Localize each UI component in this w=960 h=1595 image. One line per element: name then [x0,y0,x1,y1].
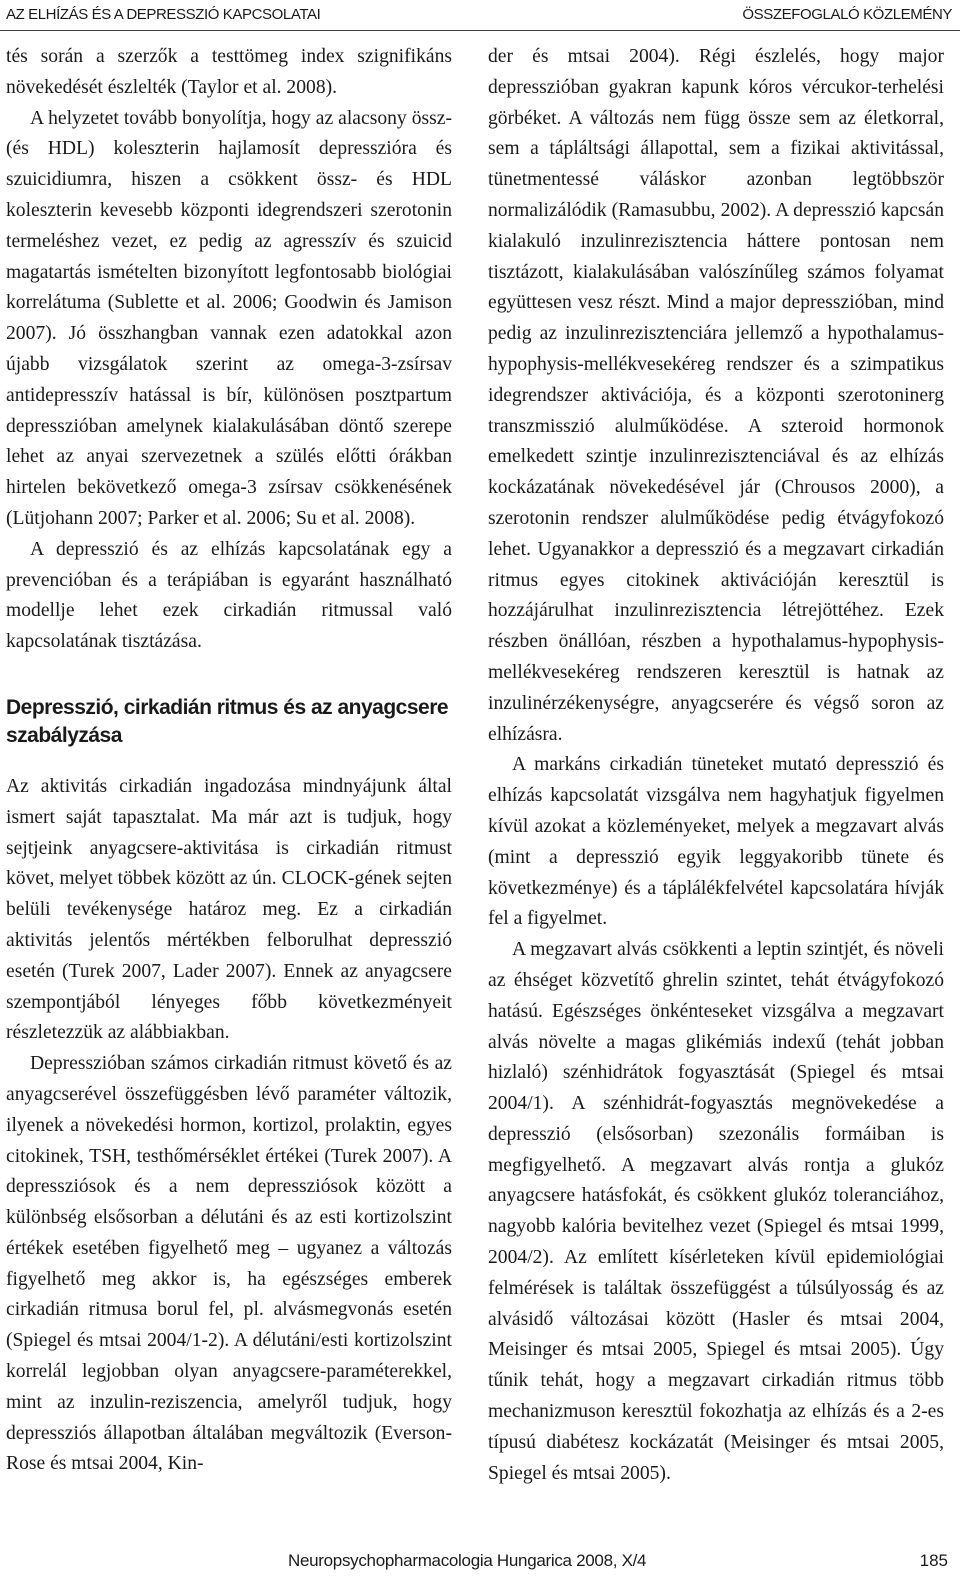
paragraph: A markáns cirkadián tüneteket mutató depresszió és elhízás kapcsolatát vizsgálva nem hagyhatjuk figyelmen kívül azokat a közleményeket, melyek a megzavart alvás (mint a depresszió egyik leggyakoribb tünete és következménye) és a táplálékfelvétel kapcsolatára hívják fel a figyelmet. [488,754,944,930]
paragraph: Az aktivitás cirkadián ingadozása mindnyájunk által ismert saját tapasztalat. Ma már azt is tudjuk, hogy sejtjeink anyagcsere-aktivitása is cirkadián ritmust követ, melyet többek között az ún. CLOCK-gének sejten belüli tevékenysége határoz meg. Ez a cirkadián aktivitás jelentős mértékben felborulhat depresszió esetén (Turek 2007, Lader 2007). Ennek az anyagcsere szempontjából lényeges főbb következményeit részletezzük az alábbiakban. [6,775,452,1044]
paragraph: A depresszió és az elhízás kapcsolatának egy a prevencióban és a terápiában is egyaránt használható modellje lehet ezek cirkadián ritmussal való kapcsolatának tisztázása. [6,538,452,653]
page-header [0,0,960,34]
journal-footer: Neuropsychopharmacologia Hungarica 2008, X/4 [288,1551,647,1570]
page-number: 185 [919,1551,948,1570]
running-title-right: ÖSSZEFOGLALÓ KÖZLEMÉNY [742,6,952,23]
running-title-left: AZ ELHÍZÁS ÉS A DEPRESSZIÓ KAPCSOLATAI [6,6,321,23]
header-rule [0,30,960,31]
paragraph: A megzavart alvás csökkenti a leptin szintjét, és növeli az éhséget közvetítő ghrelin szintet, tehát étvágyfokozó hatású. Egészséges önkénteseket vizsgálva a megzavart alvás növelte a magas glikémiás indexű (tehát jobban hizlaló) szénhidrátok fogyasztását (Spiegel és mtsai 2004/1). A szénhidrát-fogyasztás megnövekedése a depresszió (elsősorban) szezonális formáiban is megfigyelhető. A megzavart alvás rontja a glukóz anyagcsere hatásfokát, és csökkent glukóz toleranciához, nagyobb kalória bevitelhez vezet (Spiegel és mtsai 1999, 2004/2). Az említett kísérleteken kívül epidemiológiai felmérések is találtak összefüggést a túlsúlyosság és az alvásidő változásai között (Hasler és mtsai 2004, Meisinger és mtsai 2005, Spiegel és mtsai 2005). Úgy tűnik tehát, hogy a megzavart cirkadián ritmus több mechanizmuson keresztül fokozhatja az elhízás és a 2-es típusú diabétesz kockázatát (Meisinger és mtsai 2005, Spiegel és mtsai 2005). [488,939,944,1484]
section-heading: Depresszió, cirkadián ritmus és az anyagcsere szabályzása [6,695,449,747]
right-column [488,42,944,1489]
paragraph: A helyzetet tovább bonyolítja, hogy az alacsony össz- (és HDL) koleszterin hajlamosít depresszióra és szuicidiumra, hiszen a csökkent össz- és HDL koleszterin kevesebb központi idegrendszeri szerotonin termeléshez vezet, ez pedig az agresszív és szuicid magatartás ismételten bizonyított legfontosabb biológiai korrelátuma (Sublette et al. 2006; Goodwin és Jamison 2007). Jó összhangban vannak ezen adatokkal azon újabb vizsgálatok szerint az omega-3-zsírsav antidepresszív hatással is bír, különösen posztpartum depresszióban amelynek kialakulásában döntő szerepe lehet az anyai szervezetnek a szülés előtti órákban hirtelen bekövetkező omega-3 zsírsav csökkenésének (Lütjohann 2007; Parker et al. 2006; Su et al. 2008). [6,107,452,529]
left-column [6,42,452,1480]
paragraph: Depresszióban számos cirkadián ritmust követő és az anyagcserével összefüggésben lévő paraméter változik, ilyenek a növekedési hormon, kortizol, prolaktin, egyes citokinek, TSH, testhőmérséklet értékei (Turek 2007). A depressziósok és a nem depressziósok között a különbség elsősorban a délutáni és az esti kortizolszint értékek esetében figyelhető meg – ugyanez a változás figyelhető meg akkor is, ha egészséges emberek cirkadián ritmusa borul fel, pl. alvásmegvonás esetén (Spiegel és mtsai 2004/1-2). A délutáni/esti kortizolszint korrelál legjobban olyan anyagcsere-paraméterekkel, mint az inzulin-reziszencia, amelyről tudjuk, hogy depressziós állapotban általában megváltozik (Everson-Rose és mtsai 2004, Kin- [6,1053,452,1475]
paragraph: tés során a szerzők a testtömeg index szignifikáns növekedését észlelték (Taylor et al. 2008). [6,46,452,98]
paragraph: der és mtsai 2004). Régi észlelés, hogy major depresszióban gyakran kapunk kóros vércukor-terhelési görbéket. A változás nem függ össze sem az életkorral, sem a tápláltsági állapottal, sem a fizikai aktivitással, tünetmentessé váláskor azonban legtöbbször normalizálódik (Ramasubbu, 2002). A depresszió kapcsán kialakuló inzulinrezisztencia háttere pontosan nem tisztázott, kialakulásában valószínűleg számos folyamat együttesen vesz részt. Mind a major depresszióban, mind pedig az inzulinrezisztenciára jellemző a hypothalamus-hypophysis-mellékvesekéreg rendszer és a szimpatikus idegrendszer aktivációja, és a központi szerotoninerg transzmisszió alulműködése. A szteroid hormonok emelkedett szintje inzulinrezisztenciával és az elhízás kockázatának növekedésével jár (Chrousos 2000), a szerotonin rendszer alulműködése pedig étvágyfokozó lehet. Ugyanakkor a depresszió és a megzavart cirkadián ritmus egyes citokinek aktivációján keresztül is hozzájárulhat inzulinrezisztencia létrejöttéhez. Ezek részben önállóan, részben a hypothalamus-hypophysis-mellékvesekéreg rendszeren keresztül is hatnak az inzulinérzékenységre, anyagcserére és végső soron az elhízásra. [488,46,944,745]
